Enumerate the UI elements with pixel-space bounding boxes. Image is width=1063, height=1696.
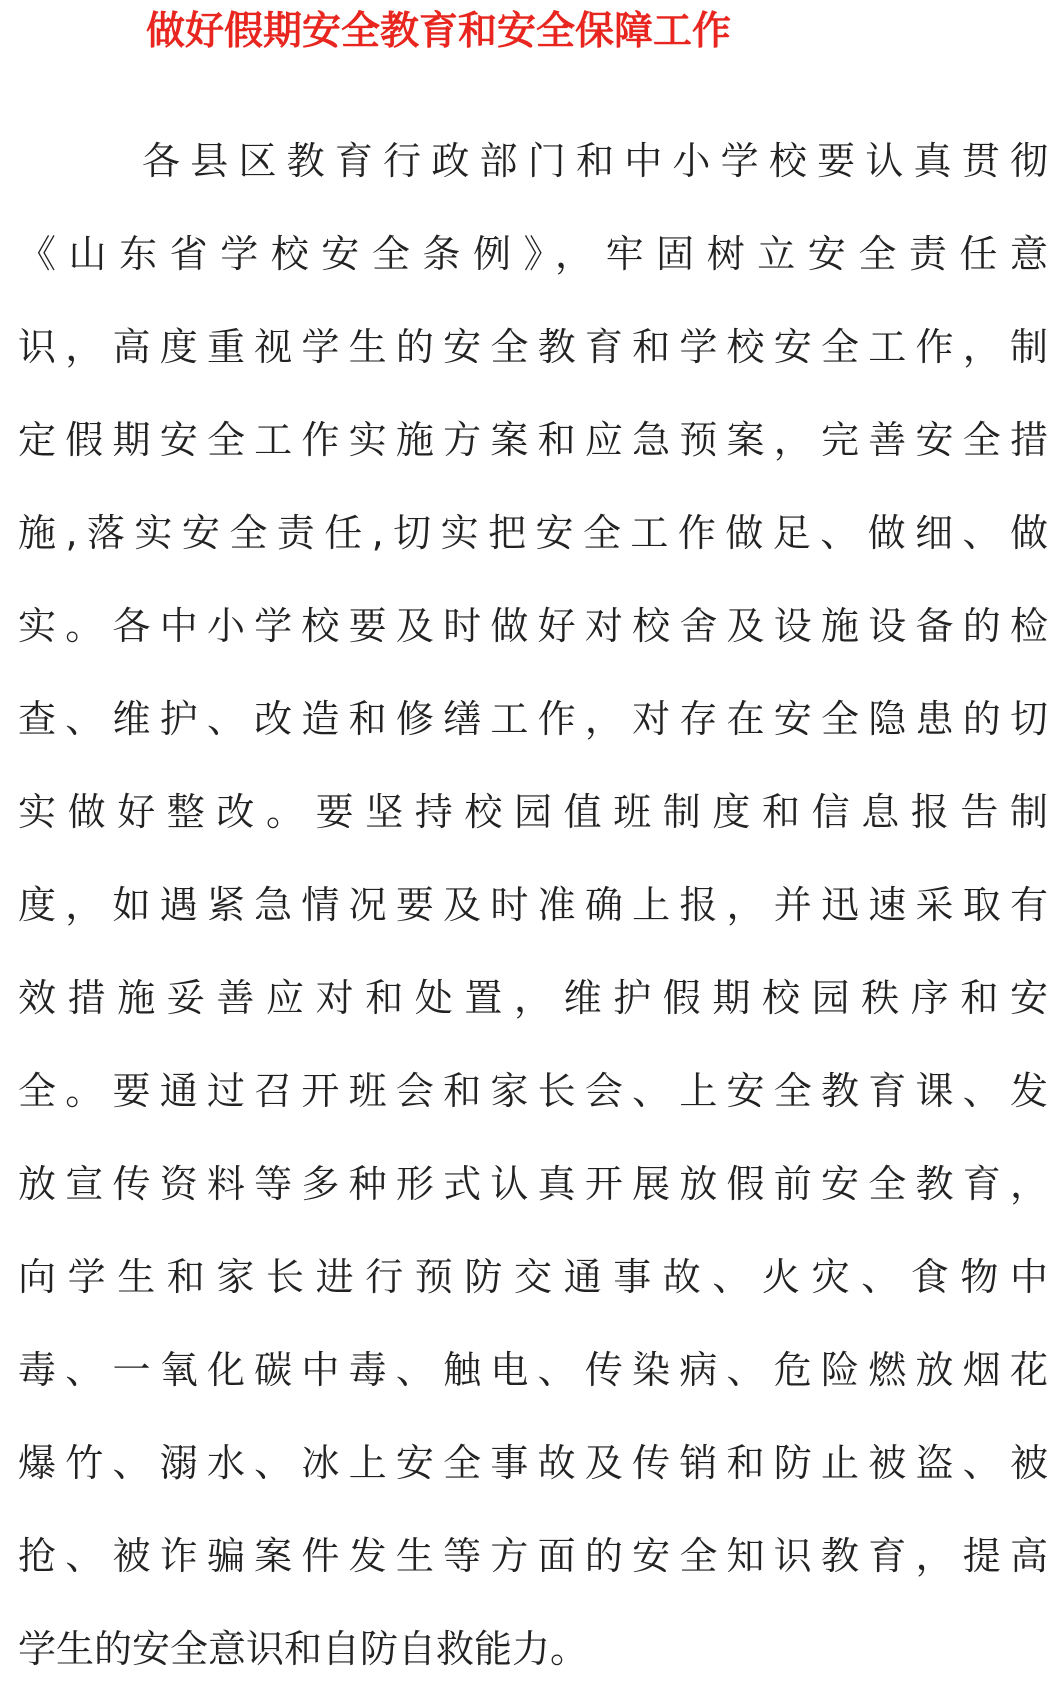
paragraph-line: 施,落实安全责任,切实把安全工作做足、做细、做 bbox=[18, 511, 1048, 555]
paragraph-line: 实做好整改。要坚持校园值班制度和信息报告制 bbox=[18, 790, 1048, 834]
paragraph-line: 定假期安全工作实施方案和应急预案，完善安全措 bbox=[18, 418, 1048, 462]
paragraph-line: 《山东省学校安全条例》，牢固树立安全责任意 bbox=[18, 232, 1048, 276]
paragraph-line: 查、维护、改造和修缮工作，对存在安全隐患的切 bbox=[18, 697, 1048, 741]
paragraph-line: 全。要通过召开班会和家长会、上安全教育课、发 bbox=[18, 1069, 1048, 1113]
paragraph-line: 毒、一氧化碳中毒、触电、传染病、危险燃放烟花 bbox=[18, 1348, 1048, 1392]
paragraph-line: 各县区教育行政部门和中小学校要认真贯彻 bbox=[142, 139, 1048, 183]
paragraph-line: 学生的安全意识和自防自救能力。 bbox=[18, 1627, 589, 1671]
paragraph-line: 向学生和家长进行预防交通事故、火灾、食物中 bbox=[18, 1255, 1048, 1299]
article-paragraph bbox=[18, 115, 1048, 1696]
paragraph-line: 放宣传资料等多种形式认真开展放假前安全教育， bbox=[18, 1162, 1048, 1206]
paragraph-line: 爆竹、溺水、冰上安全事故及传销和防止被盗、被 bbox=[18, 1441, 1048, 1485]
paragraph-line: 度，如遇紧急情况要及时准确上报，并迅速采取有 bbox=[18, 883, 1048, 927]
article-title: 做好假期安全教育和安全保障工作 bbox=[146, 9, 732, 54]
paragraph-line: 实。各中小学校要及时做好对校舍及设施设备的检 bbox=[18, 604, 1048, 648]
paragraph-line: 抢、被诈骗案件发生等方面的安全知识教育，提高 bbox=[18, 1534, 1048, 1578]
paragraph-line: 识，高度重视学生的安全教育和学校安全工作，制 bbox=[18, 325, 1048, 369]
paragraph-line: 效措施妥善应对和处置，维护假期校园秩序和安 bbox=[18, 976, 1048, 1020]
